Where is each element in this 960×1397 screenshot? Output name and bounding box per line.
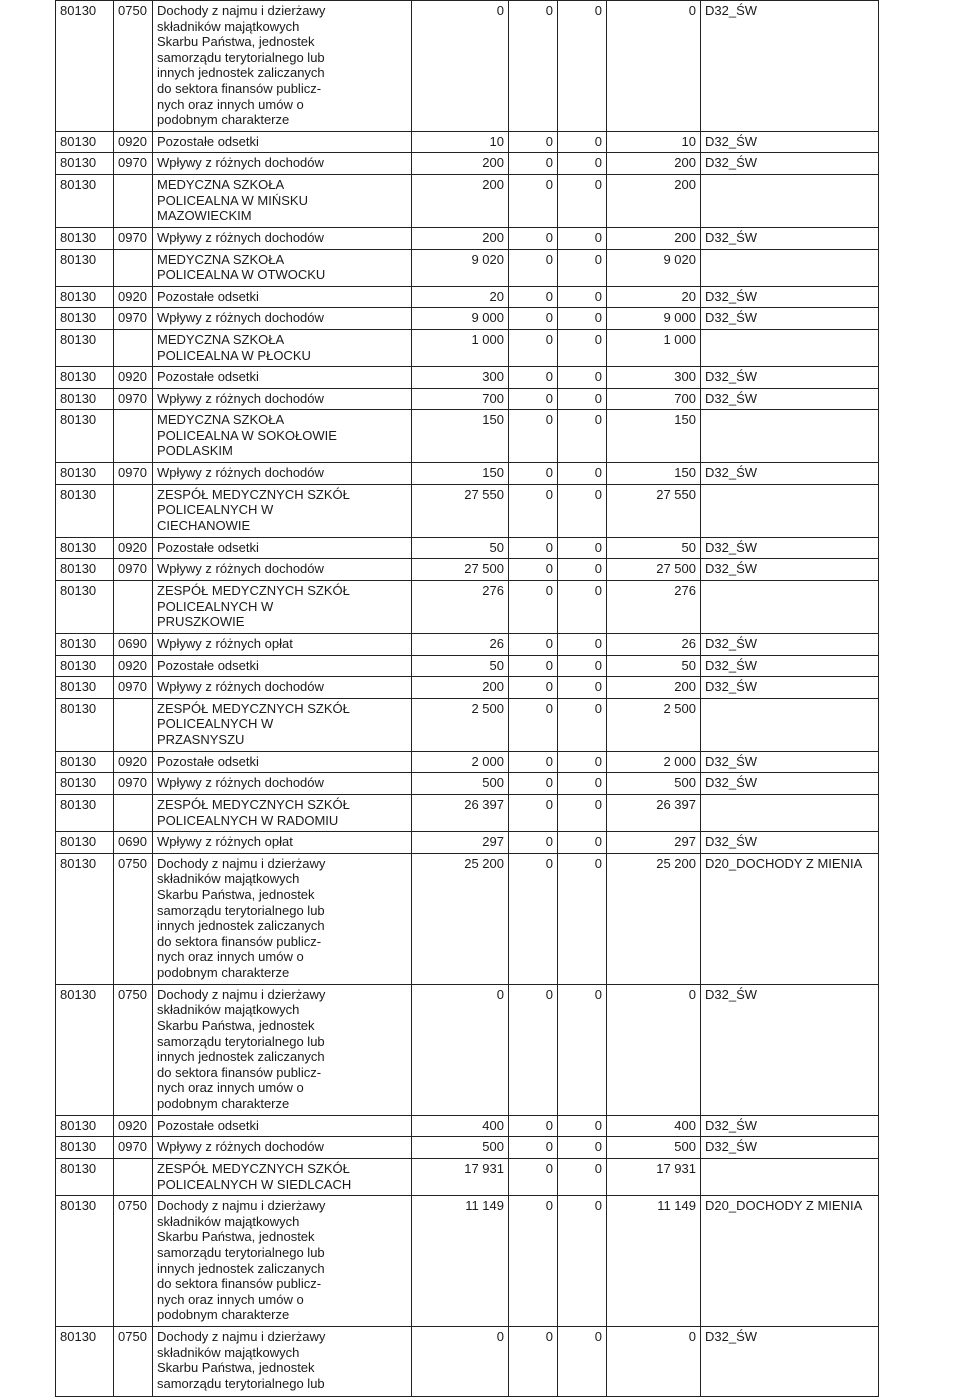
item-name-cell: Dochody z najmu i dzierżawy składników majątkowych Skarbu Państwa, jednostek samorządu terytorialnego lub innych jednostek zaliczanych do sektora finansów publicz- nych oraz innych umów o podobnym charakterze — [153, 984, 412, 1115]
dzial-cell: 80130 — [56, 773, 114, 795]
decrease-value-cell: 0 — [509, 559, 558, 581]
item-name-cell: Pozostałe odsetki — [153, 537, 412, 559]
item-name-cell: Wpływy z różnych dochodów — [153, 677, 412, 699]
increase-value-cell: 0 — [558, 559, 607, 581]
unit-name-cell: ZESPÓŁ MEDYCZNYCH SZKÓŁ POLICEALNYCH W PRZASNYSZU — [153, 698, 412, 751]
plan-after-value-cell: 0 — [607, 984, 701, 1115]
increase-value-cell: 0 — [558, 410, 607, 463]
item-name-cell: Wpływy z różnych dochodów — [153, 153, 412, 175]
plan-value-cell: 25 200 — [412, 853, 509, 984]
decrease-value-cell: 0 — [509, 853, 558, 984]
decrease-value-cell: 0 — [509, 677, 558, 699]
item-name-cell: Wpływy z różnych dochodów — [153, 1137, 412, 1159]
decrease-value-cell: 0 — [509, 795, 558, 832]
plan-after-value-cell: 11 149 — [607, 1196, 701, 1327]
dzial-cell: 80130 — [56, 388, 114, 410]
unit-name-cell: MEDYCZNA SZKOŁA POLICEALNA W SOKOŁOWIE PODLASKIM — [153, 410, 412, 463]
item-name-cell: Dochody z najmu i dzierżawy składników majątkowych Skarbu Państwa, jednostek samorządu terytorialnego lub innych jednostek zaliczanych do sektora finansów publicz- nych oraz innych umów o podobnym charakterze — [153, 853, 412, 984]
dzial-cell: 80130 — [56, 1196, 114, 1327]
item-name-cell: Dochody z najmu i dzierżawy składników majątkowych Skarbu Państwa, jednostek samorządu terytorialnego lub innych jednostek zaliczanych do sektora finansów publicz- nych oraz innych umów o podobnym charakterze — [153, 1196, 412, 1327]
source-code-cell: D20_DOCHODY Z MIENIA — [701, 853, 879, 984]
decrease-value-cell: 0 — [509, 463, 558, 485]
unit-name-cell: ZESPÓŁ MEDYCZNYCH SZKÓŁ POLICEALNYCH W RADOMIU — [153, 795, 412, 832]
table-row — [56, 131, 879, 153]
budget-table — [55, 0, 879, 1397]
plan-value-cell: 297 — [412, 832, 509, 854]
table-row — [56, 832, 879, 854]
plan-after-value-cell: 400 — [607, 1115, 701, 1137]
dzial-cell: 80130 — [56, 698, 114, 751]
decrease-value-cell: 0 — [509, 1159, 558, 1196]
increase-value-cell: 0 — [558, 1, 607, 132]
dzial-cell: 80130 — [56, 308, 114, 330]
decrease-value-cell: 0 — [509, 984, 558, 1115]
increase-value-cell: 0 — [558, 1196, 607, 1327]
plan-value-cell: 26 — [412, 634, 509, 656]
dzial-cell: 80130 — [56, 153, 114, 175]
unit-header-row — [56, 1159, 879, 1196]
paragraf-cell: 0920 — [114, 751, 153, 773]
increase-value-cell: 0 — [558, 853, 607, 984]
increase-value-cell: 0 — [558, 227, 607, 249]
dzial-cell: 80130 — [56, 537, 114, 559]
increase-value-cell: 0 — [558, 388, 607, 410]
dzial-cell: 80130 — [56, 1137, 114, 1159]
plan-value-cell: 9 020 — [412, 249, 509, 286]
unit-header-row — [56, 795, 879, 832]
increase-value-cell: 0 — [558, 773, 607, 795]
decrease-value-cell: 0 — [509, 484, 558, 537]
plan-value-cell: 10 — [412, 131, 509, 153]
table-row — [56, 286, 879, 308]
table-row — [56, 463, 879, 485]
dzial-cell: 80130 — [56, 463, 114, 485]
decrease-value-cell: 0 — [509, 634, 558, 656]
source-code-cell — [701, 581, 879, 634]
source-code-cell — [701, 174, 879, 227]
table-row — [56, 751, 879, 773]
source-code-cell — [701, 1159, 879, 1196]
unit-header-row — [56, 174, 879, 227]
source-code-cell: D32_ŚW — [701, 1137, 879, 1159]
increase-value-cell: 0 — [558, 1327, 607, 1397]
dzial-cell: 80130 — [56, 1, 114, 132]
plan-after-value-cell: 300 — [607, 367, 701, 389]
table-row — [56, 153, 879, 175]
table-row — [56, 388, 879, 410]
unit-name-cell: MEDYCZNA SZKOŁA POLICEALNA W MIŃSKU MAZOWIECKIM — [153, 174, 412, 227]
increase-value-cell: 0 — [558, 367, 607, 389]
plan-after-value-cell: 2 500 — [607, 698, 701, 751]
source-code-cell — [701, 698, 879, 751]
plan-value-cell: 0 — [412, 1, 509, 132]
plan-value-cell: 1 000 — [412, 329, 509, 366]
table-row — [56, 1, 879, 132]
plan-value-cell: 50 — [412, 655, 509, 677]
plan-after-value-cell: 50 — [607, 537, 701, 559]
plan-after-value-cell: 26 — [607, 634, 701, 656]
dzial-cell: 80130 — [56, 367, 114, 389]
source-code-cell: D32_ŚW — [701, 367, 879, 389]
plan-value-cell: 500 — [412, 773, 509, 795]
paragraf-cell — [114, 249, 153, 286]
plan-after-value-cell: 150 — [607, 410, 701, 463]
paragraf-cell: 0750 — [114, 853, 153, 984]
table-row — [56, 1137, 879, 1159]
paragraf-cell: 0750 — [114, 984, 153, 1115]
decrease-value-cell: 0 — [509, 698, 558, 751]
source-code-cell: D32_ŚW — [701, 773, 879, 795]
increase-value-cell: 0 — [558, 655, 607, 677]
plan-after-value-cell: 26 397 — [607, 795, 701, 832]
plan-after-value-cell: 200 — [607, 677, 701, 699]
paragraf-cell — [114, 329, 153, 366]
plan-after-value-cell: 200 — [607, 174, 701, 227]
increase-value-cell: 0 — [558, 249, 607, 286]
increase-value-cell: 0 — [558, 308, 607, 330]
dzial-cell: 80130 — [56, 484, 114, 537]
unit-name-cell: ZESPÓŁ MEDYCZNYCH SZKÓŁ POLICEALNYCH W SIEDLCACH — [153, 1159, 412, 1196]
decrease-value-cell: 0 — [509, 1115, 558, 1137]
paragraf-cell: 0920 — [114, 1115, 153, 1137]
source-code-cell: D32_ŚW — [701, 559, 879, 581]
item-name-cell: Pozostałe odsetki — [153, 655, 412, 677]
item-name-cell: Pozostałe odsetki — [153, 286, 412, 308]
unit-header-row — [56, 581, 879, 634]
plan-after-value-cell: 200 — [607, 153, 701, 175]
dzial-cell: 80130 — [56, 131, 114, 153]
plan-after-value-cell: 150 — [607, 463, 701, 485]
item-name-cell: Pozostałe odsetki — [153, 367, 412, 389]
decrease-value-cell: 0 — [509, 286, 558, 308]
paragraf-cell: 0750 — [114, 1, 153, 132]
plan-value-cell: 500 — [412, 1137, 509, 1159]
plan-value-cell: 27 500 — [412, 559, 509, 581]
unit-name-cell: ZESPÓŁ MEDYCZNYCH SZKÓŁ POLICEALNYCH W CIECHANOWIE — [153, 484, 412, 537]
item-name-cell: Wpływy z różnych opłat — [153, 634, 412, 656]
plan-after-value-cell: 2 000 — [607, 751, 701, 773]
source-code-cell: D32_ŚW — [701, 1115, 879, 1137]
decrease-value-cell: 0 — [509, 1327, 558, 1397]
dzial-cell: 80130 — [56, 1115, 114, 1137]
plan-value-cell: 0 — [412, 984, 509, 1115]
source-code-cell: D32_ŚW — [701, 227, 879, 249]
paragraf-cell: 0750 — [114, 1327, 153, 1397]
item-name-cell: Wpływy z różnych dochodów — [153, 308, 412, 330]
dzial-cell: 80130 — [56, 634, 114, 656]
plan-value-cell: 9 000 — [412, 308, 509, 330]
paragraf-cell: 0920 — [114, 367, 153, 389]
source-code-cell — [701, 410, 879, 463]
plan-after-value-cell: 17 931 — [607, 1159, 701, 1196]
decrease-value-cell: 0 — [509, 153, 558, 175]
plan-after-value-cell: 700 — [607, 388, 701, 410]
plan-after-value-cell: 25 200 — [607, 853, 701, 984]
increase-value-cell: 0 — [558, 174, 607, 227]
plan-value-cell: 2 000 — [412, 751, 509, 773]
decrease-value-cell: 0 — [509, 751, 558, 773]
plan-value-cell: 26 397 — [412, 795, 509, 832]
plan-value-cell: 17 931 — [412, 1159, 509, 1196]
unit-name-cell: MEDYCZNA SZKOŁA POLICEALNA W OTWOCKU — [153, 249, 412, 286]
table-row — [56, 367, 879, 389]
decrease-value-cell: 0 — [509, 367, 558, 389]
source-code-cell: D32_ŚW — [701, 677, 879, 699]
plan-value-cell: 200 — [412, 174, 509, 227]
plan-value-cell: 200 — [412, 677, 509, 699]
plan-after-value-cell: 10 — [607, 131, 701, 153]
table-row — [56, 853, 879, 984]
paragraf-cell: 0970 — [114, 559, 153, 581]
source-code-cell — [701, 329, 879, 366]
item-name-cell: Pozostałe odsetki — [153, 1115, 412, 1137]
plan-value-cell: 0 — [412, 1327, 509, 1397]
table-row — [56, 559, 879, 581]
source-code-cell: D32_ŚW — [701, 751, 879, 773]
table-row — [56, 677, 879, 699]
source-code-cell — [701, 249, 879, 286]
decrease-value-cell: 0 — [509, 581, 558, 634]
paragraf-cell: 0970 — [114, 677, 153, 699]
increase-value-cell: 0 — [558, 537, 607, 559]
increase-value-cell: 0 — [558, 1115, 607, 1137]
decrease-value-cell: 0 — [509, 308, 558, 330]
table-row — [56, 1196, 879, 1327]
dzial-cell: 80130 — [56, 249, 114, 286]
unit-header-row — [56, 329, 879, 366]
plan-after-value-cell: 276 — [607, 581, 701, 634]
paragraf-cell: 0750 — [114, 1196, 153, 1327]
source-code-cell: D32_ŚW — [701, 634, 879, 656]
plan-value-cell: 2 500 — [412, 698, 509, 751]
decrease-value-cell: 0 — [509, 329, 558, 366]
plan-after-value-cell: 50 — [607, 655, 701, 677]
increase-value-cell: 0 — [558, 795, 607, 832]
table-row — [56, 655, 879, 677]
decrease-value-cell: 0 — [509, 1196, 558, 1327]
paragraf-cell — [114, 174, 153, 227]
decrease-value-cell: 0 — [509, 131, 558, 153]
paragraf-cell — [114, 698, 153, 751]
source-code-cell: D32_ŚW — [701, 153, 879, 175]
budget-table-body — [56, 1, 879, 1397]
paragraf-cell: 0970 — [114, 227, 153, 249]
table-row — [56, 308, 879, 330]
dzial-cell: 80130 — [56, 1159, 114, 1196]
paragraf-cell — [114, 581, 153, 634]
plan-after-value-cell: 9 020 — [607, 249, 701, 286]
plan-after-value-cell: 200 — [607, 227, 701, 249]
paragraf-cell: 0970 — [114, 463, 153, 485]
plan-value-cell: 11 149 — [412, 1196, 509, 1327]
unit-header-row — [56, 698, 879, 751]
plan-value-cell: 150 — [412, 410, 509, 463]
table-row — [56, 227, 879, 249]
decrease-value-cell: 0 — [509, 1, 558, 132]
source-code-cell: D20_DOCHODY Z MIENIA — [701, 1196, 879, 1327]
table-row — [56, 984, 879, 1115]
plan-value-cell: 300 — [412, 367, 509, 389]
decrease-value-cell: 0 — [509, 537, 558, 559]
plan-after-value-cell: 0 — [607, 1, 701, 132]
increase-value-cell: 0 — [558, 698, 607, 751]
increase-value-cell: 0 — [558, 329, 607, 366]
increase-value-cell: 0 — [558, 463, 607, 485]
dzial-cell: 80130 — [56, 329, 114, 366]
plan-value-cell: 276 — [412, 581, 509, 634]
increase-value-cell: 0 — [558, 286, 607, 308]
increase-value-cell: 0 — [558, 581, 607, 634]
dzial-cell: 80130 — [56, 832, 114, 854]
table-row — [56, 537, 879, 559]
paragraf-cell — [114, 484, 153, 537]
source-code-cell: D32_ŚW — [701, 832, 879, 854]
increase-value-cell: 0 — [558, 832, 607, 854]
increase-value-cell: 0 — [558, 1159, 607, 1196]
paragraf-cell: 0920 — [114, 286, 153, 308]
paragraf-cell: 0920 — [114, 655, 153, 677]
source-code-cell: D32_ŚW — [701, 655, 879, 677]
paragraf-cell — [114, 795, 153, 832]
paragraf-cell: 0920 — [114, 537, 153, 559]
item-name-cell: Wpływy z różnych dochodów — [153, 463, 412, 485]
source-code-cell: D32_ŚW — [701, 131, 879, 153]
dzial-cell: 80130 — [56, 1327, 114, 1397]
decrease-value-cell: 0 — [509, 388, 558, 410]
plan-value-cell: 50 — [412, 537, 509, 559]
item-name-cell: Wpływy z różnych dochodów — [153, 227, 412, 249]
plan-after-value-cell: 297 — [607, 832, 701, 854]
source-code-cell — [701, 795, 879, 832]
increase-value-cell: 0 — [558, 677, 607, 699]
paragraf-cell: 0920 — [114, 131, 153, 153]
plan-after-value-cell: 1 000 — [607, 329, 701, 366]
item-name-cell: Wpływy z różnych opłat — [153, 832, 412, 854]
increase-value-cell: 0 — [558, 484, 607, 537]
dzial-cell: 80130 — [56, 655, 114, 677]
decrease-value-cell: 0 — [509, 249, 558, 286]
plan-value-cell: 150 — [412, 463, 509, 485]
table-row — [56, 1115, 879, 1137]
plan-after-value-cell: 27 550 — [607, 484, 701, 537]
increase-value-cell: 0 — [558, 153, 607, 175]
plan-after-value-cell: 9 000 — [607, 308, 701, 330]
plan-after-value-cell: 500 — [607, 1137, 701, 1159]
decrease-value-cell: 0 — [509, 832, 558, 854]
source-code-cell: D32_ŚW — [701, 1, 879, 132]
unit-name-cell: ZESPÓŁ MEDYCZNYCH SZKÓŁ POLICEALNYCH W PRUSZKOWIE — [153, 581, 412, 634]
paragraf-cell: 0970 — [114, 1137, 153, 1159]
table-row — [56, 773, 879, 795]
source-code-cell: D32_ŚW — [701, 984, 879, 1115]
increase-value-cell: 0 — [558, 1137, 607, 1159]
source-code-cell: D32_ŚW — [701, 286, 879, 308]
dzial-cell: 80130 — [56, 853, 114, 984]
item-name-cell: Wpływy z różnych dochodów — [153, 388, 412, 410]
decrease-value-cell: 0 — [509, 1137, 558, 1159]
decrease-value-cell: 0 — [509, 773, 558, 795]
paragraf-cell: 0970 — [114, 388, 153, 410]
item-name-cell: Pozostałe odsetki — [153, 131, 412, 153]
increase-value-cell: 0 — [558, 751, 607, 773]
item-name-cell: Pozostałe odsetki — [153, 751, 412, 773]
plan-value-cell: 700 — [412, 388, 509, 410]
plan-value-cell: 20 — [412, 286, 509, 308]
source-code-cell: D32_ŚW — [701, 463, 879, 485]
dzial-cell: 80130 — [56, 581, 114, 634]
paragraf-cell: 0970 — [114, 308, 153, 330]
unit-header-row — [56, 410, 879, 463]
table-row — [56, 1327, 879, 1397]
paragraf-cell: 0690 — [114, 634, 153, 656]
dzial-cell: 80130 — [56, 559, 114, 581]
table-row — [56, 634, 879, 656]
paragraf-cell: 0970 — [114, 153, 153, 175]
plan-after-value-cell: 0 — [607, 1327, 701, 1397]
dzial-cell: 80130 — [56, 751, 114, 773]
paragraf-cell: 0970 — [114, 773, 153, 795]
plan-value-cell: 200 — [412, 227, 509, 249]
source-code-cell: D32_ŚW — [701, 308, 879, 330]
source-code-cell: D32_ŚW — [701, 537, 879, 559]
dzial-cell: 80130 — [56, 227, 114, 249]
plan-after-value-cell: 500 — [607, 773, 701, 795]
item-name-cell: Dochody z najmu i dzierżawy składników majątkowych Skarbu Państwa, jednostek samorządu terytorialnego lub — [153, 1327, 412, 1397]
paragraf-cell: 0690 — [114, 832, 153, 854]
unit-header-row — [56, 249, 879, 286]
paragraf-cell — [114, 1159, 153, 1196]
plan-value-cell: 400 — [412, 1115, 509, 1137]
dzial-cell: 80130 — [56, 677, 114, 699]
increase-value-cell: 0 — [558, 131, 607, 153]
item-name-cell: Wpływy z różnych dochodów — [153, 773, 412, 795]
plan-value-cell: 200 — [412, 153, 509, 175]
decrease-value-cell: 0 — [509, 655, 558, 677]
dzial-cell: 80130 — [56, 410, 114, 463]
item-name-cell: Wpływy z różnych dochodów — [153, 559, 412, 581]
increase-value-cell: 0 — [558, 634, 607, 656]
plan-value-cell: 27 550 — [412, 484, 509, 537]
source-code-cell: D32_ŚW — [701, 388, 879, 410]
increase-value-cell: 0 — [558, 984, 607, 1115]
dzial-cell: 80130 — [56, 286, 114, 308]
unit-name-cell: MEDYCZNA SZKOŁA POLICEALNA W PŁOCKU — [153, 329, 412, 366]
dzial-cell: 80130 — [56, 174, 114, 227]
item-name-cell: Dochody z najmu i dzierżawy składników majątkowych Skarbu Państwa, jednostek samorządu terytorialnego lub innych jednostek zaliczanych do sektora finansów publicz- nych oraz innych umów o podobnym charakterze — [153, 1, 412, 132]
plan-after-value-cell: 20 — [607, 286, 701, 308]
dzial-cell: 80130 — [56, 795, 114, 832]
plan-after-value-cell: 27 500 — [607, 559, 701, 581]
unit-header-row — [56, 484, 879, 537]
dzial-cell: 80130 — [56, 984, 114, 1115]
decrease-value-cell: 0 — [509, 227, 558, 249]
paragraf-cell — [114, 410, 153, 463]
source-code-cell: D32_ŚW — [701, 1327, 879, 1397]
decrease-value-cell: 0 — [509, 410, 558, 463]
source-code-cell — [701, 484, 879, 537]
decrease-value-cell: 0 — [509, 174, 558, 227]
